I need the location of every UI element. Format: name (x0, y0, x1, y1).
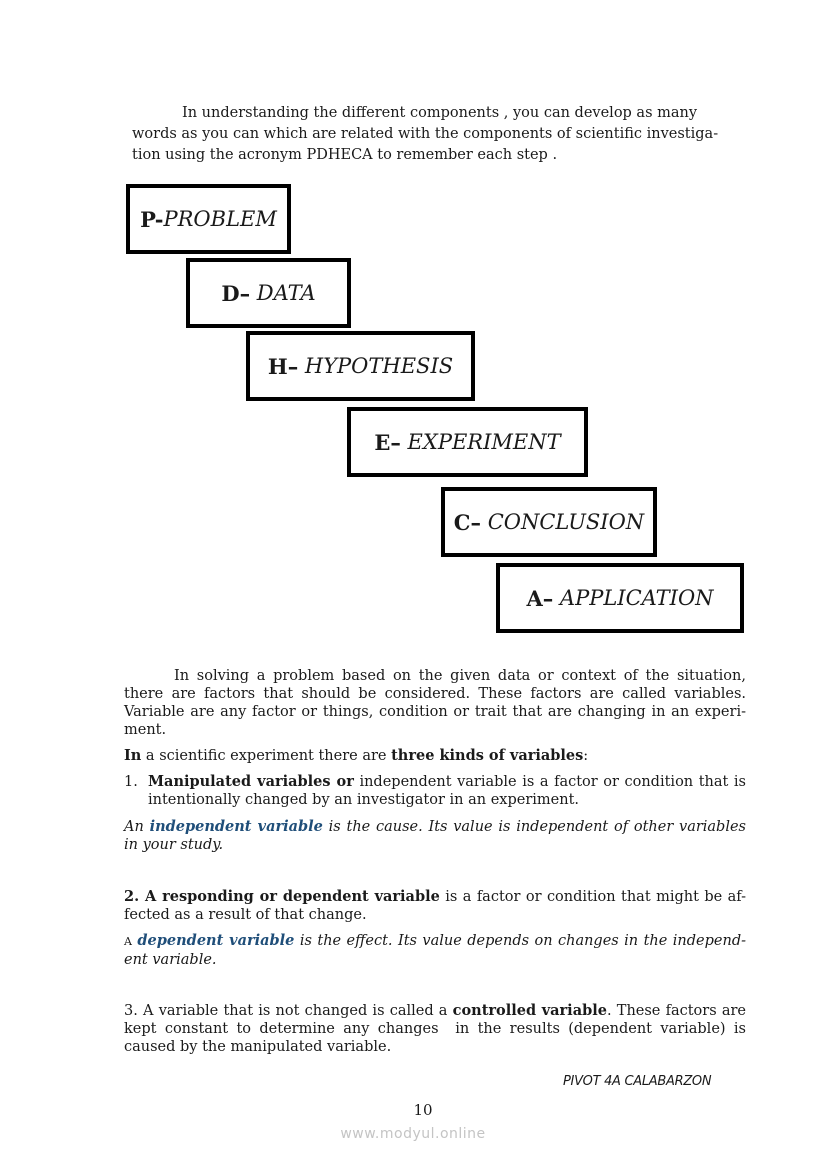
step-word: HYPOTHESIS (298, 354, 454, 378)
watermark: www.modyul.online (340, 1126, 486, 1142)
step-letter: E– (374, 429, 401, 455)
step-word: CONCLUSION (481, 510, 645, 534)
step-letter: P- (140, 206, 164, 232)
intro-line-1: In understanding the different components , you can develop as many (182, 105, 698, 121)
dependent-variable-note (124, 932, 746, 969)
step-letter: C– (453, 509, 482, 535)
step-word: PROBLEM (163, 207, 277, 231)
variables-intro-paragraph: In solving a problem based on the given data or context of the situation, there are factors that should be considered. These factors are called variables. Variable are any factor or things, condition or trait that are changing in an experi-ment. (124, 668, 746, 738)
footer-source: PIVOT 4A CALABARZON (563, 1074, 712, 1089)
independent-variable-note (124, 818, 751, 854)
note1-rest: is the cause. Its value is independent of other variables in your study. (124, 819, 751, 853)
step-letter: A– (526, 585, 554, 611)
step-experiment (347, 407, 588, 477)
kinds-end: : (583, 748, 589, 764)
item2-rest: is a factor or condition that might be af-fected as a result of that change. (124, 889, 746, 923)
step-word: EXPERIMENT (400, 430, 561, 454)
note2-term: dependent variable (137, 932, 295, 949)
step-letter: D– (221, 280, 251, 306)
item2-bold: 2. A responding or dependent variable (124, 888, 440, 905)
intro-paragraph (132, 103, 732, 166)
page-number: 10 (413, 1101, 433, 1119)
item1-bold: Manipulated variables or (148, 773, 354, 790)
step-hypothesis (246, 331, 475, 401)
step-word: DATA (250, 281, 316, 305)
note1-pre: An (124, 819, 150, 835)
kinds-mid: a scientific experiment there are (141, 748, 392, 764)
intro-line-3: tion using the acronym PDHECA to remember each step . (132, 147, 558, 163)
kinds-lead: In (124, 747, 142, 764)
note1-term: independent variable (149, 818, 323, 835)
step-word: APPLICATION (553, 586, 714, 610)
item1-number: 1. (124, 774, 138, 790)
step-letter: H– (267, 353, 299, 379)
intro-line-2: words as you can which are related with the components of scientific investiga- (132, 126, 719, 142)
step-application (496, 563, 744, 633)
kinds-bold: three kinds of variables (391, 747, 584, 764)
item1-paragraph (148, 773, 751, 809)
step-data (186, 258, 351, 328)
item3-paragraph (124, 1002, 751, 1056)
kinds-line (124, 747, 746, 765)
item3-pre: 3. A variable that is not changed is called a (124, 1003, 453, 1019)
item2-paragraph (124, 888, 746, 924)
item3-bold: controlled variable (452, 1002, 607, 1019)
item1-rest: independent variable is a factor or condition that is intentionally changed by an investigator in an experiment. (148, 774, 751, 808)
step-conclusion (441, 487, 657, 557)
item3-rest: . These factors are kept constant to determine any changes in the results (dependent variable) is caused by the manipulated variable. (124, 1003, 751, 1055)
note2-rest: is the effect. Its value depends on changes in the independ-ent variable. (124, 933, 746, 968)
note2-pre: A (124, 935, 132, 948)
step-problem (126, 184, 291, 254)
